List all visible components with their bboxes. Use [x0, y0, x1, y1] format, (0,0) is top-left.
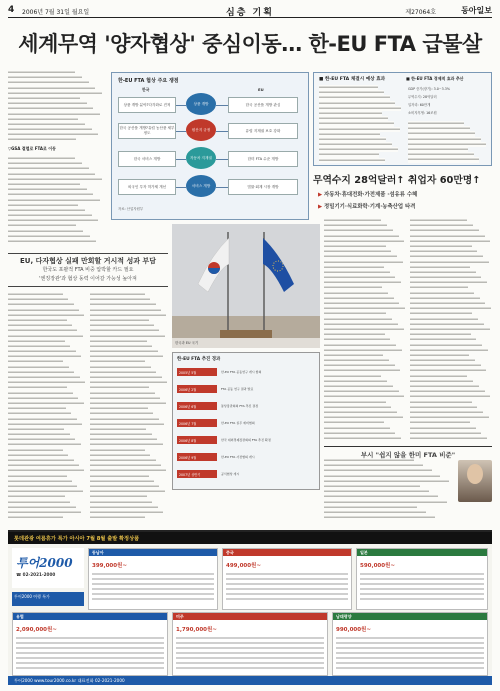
- timeline-date: 2006년 9월: [177, 453, 217, 461]
- diagram-node: 상품 개방 분야?다각화로 진척: [118, 97, 176, 113]
- ad-cell-price: 590,000원~: [360, 563, 395, 569]
- ad-cell-text: [226, 593, 348, 595]
- timeline-desc: 한-EU FTA 사전협의 개시: [221, 455, 255, 459]
- travel-advertisement: [8, 530, 492, 685]
- ad-cell[interactable]: [356, 548, 488, 610]
- timeline-row: [177, 452, 317, 463]
- ad-cell-text: [16, 657, 164, 659]
- article-column-6: [410, 218, 492, 442]
- timeline-desc: 한국 대외경제장관회의 FTA 추진 확정: [221, 438, 271, 442]
- timeline-date: 2006년 8월: [177, 436, 217, 444]
- effects-box: [313, 72, 492, 166]
- timeline-box: [172, 352, 320, 490]
- ad-cell-price: 2,090,000원~: [16, 627, 57, 633]
- ad-cell-text: [16, 637, 164, 639]
- ad-cell-title: 일본: [357, 549, 487, 556]
- diagram-node: 한국 공산품 개방 관심: [228, 97, 298, 113]
- ad-cell-text: [336, 662, 484, 664]
- ad-cell-text: [176, 642, 324, 644]
- ad-cell-text: [16, 662, 164, 664]
- diagram-title: 한-EU FTA 협상 주요 쟁점: [118, 78, 179, 84]
- ad-cell-text: [336, 667, 484, 669]
- ad-cell-price: 990,000원~: [336, 627, 371, 633]
- effects-stat: 소비자후생: 16조원: [408, 111, 437, 115]
- portrait-face: [467, 464, 483, 484]
- effects-stat: 무역수지: 28억달러: [408, 95, 437, 99]
- right-deck-1-text: 자동차·휴대전화·가전제품 ·섬유류 수혜: [324, 192, 418, 198]
- ad-cell-text: [336, 642, 484, 644]
- ad-cell-title: 미주: [173, 613, 327, 620]
- diagram-node: 유럽 지재권 보호 강화: [228, 123, 298, 139]
- ad-cell-text: [360, 598, 484, 600]
- right-deck-2: ▶ 정밀기기·식료화학·기계·농축산업 타격: [318, 204, 416, 210]
- ad-brand-name: 투어2000: [16, 556, 73, 570]
- ad-cell-text: [16, 647, 164, 649]
- ad-cell[interactable]: [222, 548, 352, 610]
- timeline-desc: 통상장관회의 FTA 추진 결정: [221, 404, 259, 408]
- text-line: [410, 436, 487, 441]
- ad-cell-text: [16, 667, 164, 669]
- article-column-4: [90, 292, 168, 524]
- ad-cell-text: [336, 647, 484, 649]
- newspaper-logo: 동아일보: [461, 5, 492, 15]
- ad-cell[interactable]: [332, 612, 488, 676]
- diagram-node: 한국 서비스 개방: [118, 151, 176, 167]
- ad-cell-text: [92, 598, 214, 600]
- timeline-desc: FTA 공동 연구 결과 발표: [221, 387, 254, 391]
- diagram-node: 자동차 지재권: [186, 147, 216, 169]
- ad-cell-price: 499,000원~: [226, 563, 261, 569]
- timeline-desc: 한-EU FTA 공동연구 개시 합의: [221, 370, 262, 374]
- text-line: [8, 515, 63, 520]
- connector-line: [176, 187, 186, 188]
- article-column-1: [8, 70, 104, 144]
- ad-cell-title: 중국: [223, 549, 351, 556]
- ad-cell-text: [92, 583, 214, 585]
- ad-footer: 투어2000 www.tour2000.co.kr 대표전화 02-2021-2000: [8, 676, 492, 685]
- effects-stat: 일자리: 60만개: [408, 103, 431, 107]
- ad-cell-text: [176, 652, 324, 654]
- timeline-row: [177, 384, 317, 395]
- text-line: [8, 137, 76, 142]
- diagram-node: 한국 공산품 개방?유럽 농산품 세부 정도: [118, 123, 176, 139]
- opinion-box: [324, 446, 492, 526]
- effects-box-title-2: ■ 한-EU FTA 경제적 효과 추산: [406, 76, 464, 81]
- center-deck-line-1: EU, 다자협상 실패 만회할 거시적 성과 부담: [20, 257, 156, 265]
- ad-cell-text: [226, 578, 348, 580]
- timeline-row: [177, 401, 317, 412]
- timeline-row: [177, 418, 317, 429]
- right-deck-1: ▶ 자동차·휴대전화·가전제품 ·섬유류 수혜: [318, 192, 418, 198]
- ad-cell-text: [92, 578, 214, 580]
- connector-line: [176, 159, 186, 160]
- ad-cell[interactable]: [12, 612, 168, 676]
- center-deck-line-2: 한국도 포괄적 FTA 비중 압박할 카드 필요: [42, 267, 134, 273]
- ad-cell-text: [360, 593, 484, 595]
- diagram-node: 서비스 개방: [186, 175, 216, 197]
- ad-cell-text: [336, 657, 484, 659]
- text-line: [90, 515, 145, 520]
- timeline-desc: 공식협상 개시: [221, 472, 240, 476]
- ad-cell-title: 동남아: [89, 549, 217, 556]
- ad-phone: ☎ 02-2021-2000: [16, 572, 56, 577]
- ad-cell-text: [226, 588, 348, 590]
- running-head: [8, 4, 492, 18]
- timeline-desc: 한-EU FTA 실무 예비협의: [221, 421, 255, 425]
- flags-illustration: [172, 224, 320, 348]
- center-deck: [8, 253, 168, 287]
- text-line: [319, 158, 385, 163]
- ad-cell-text: [360, 573, 484, 575]
- right-deck-2-text: 정밀기기·식료화학·기계·농축산업 타격: [324, 204, 416, 210]
- connector-line: [216, 105, 228, 106]
- connector-line: [176, 105, 186, 106]
- ad-cell-text: [176, 662, 324, 664]
- section-title: 심층 기획: [226, 8, 274, 18]
- timeline-date: 2006년 7월: [177, 419, 217, 427]
- diagram-left-label: 한국: [142, 87, 150, 92]
- ad-cell-text: [360, 588, 484, 590]
- connector-line: [216, 159, 228, 160]
- timeline-row: [177, 469, 317, 480]
- diagram-node: 한미 FTA 수준 개방: [228, 151, 298, 167]
- ad-cell-text: [16, 652, 164, 654]
- ad-cell-text: [360, 578, 484, 580]
- ad-cell[interactable]: [172, 612, 328, 676]
- diagram-source: 자료: 산업자원부: [118, 207, 144, 211]
- text-line: [408, 157, 479, 162]
- ad-cell-text: [176, 647, 324, 649]
- ad-cell-text: [226, 573, 348, 575]
- timeline-date: 2005년 5월: [177, 368, 217, 376]
- ad-cell-text: [92, 593, 214, 595]
- timeline-row: [177, 435, 317, 446]
- text-line: [8, 239, 96, 244]
- connector-line: [216, 131, 228, 132]
- timeline-date: 2006년 2월: [177, 385, 217, 393]
- timeline-date: 2006년 6월: [177, 402, 217, 410]
- issue-number: 제27064호: [405, 9, 436, 16]
- article-column-5: [324, 218, 406, 442]
- page-headline: 세계무역 '양자협상' 중심이동… 한-EU FTA 급물살: [18, 32, 482, 56]
- timeline-row: [177, 367, 317, 378]
- ad-cell-text: [176, 637, 324, 639]
- ad-cell-text: [176, 657, 324, 659]
- ad-brand-block: [12, 548, 84, 588]
- ad-cell-text: [226, 598, 348, 600]
- ad-banner: 롯데관광 여름휴가 특가 아시아 7월 8월 출발 확정상품: [8, 532, 492, 544]
- article-column-2: [8, 156, 104, 248]
- ad-cell-text: [16, 642, 164, 644]
- ad-brand-sub: 투어2000 여행 특가: [12, 592, 84, 606]
- flags-photo: [172, 224, 320, 348]
- effects-box-text: [319, 85, 403, 163]
- ad-cell-title: 남태평양: [333, 613, 487, 620]
- ad-cell-text: [226, 583, 348, 585]
- connector-line: [216, 187, 228, 188]
- ad-cell-text: [336, 637, 484, 639]
- ad-cell-text: [92, 588, 214, 590]
- diagram-right-label: EU: [258, 87, 264, 92]
- article-subhead: ▽GSA 결렬로 FTA로 이동: [8, 146, 56, 151]
- photo-caption: 한국과 EU 국기: [172, 338, 320, 348]
- effects-box-notes: [408, 121, 488, 163]
- effects-box-title: ■ 한-EU FTA 체결시 예상 효과: [319, 77, 386, 82]
- diagram-node: 법률·회계 시장 개방: [228, 179, 298, 195]
- diagram-node: 원산지 규정: [186, 119, 216, 141]
- article-column-3: [8, 292, 86, 524]
- issue-date: 2006년 7월 31일 월요일: [22, 9, 90, 16]
- columnist-portrait: [458, 460, 492, 502]
- right-headline: 무역수지 28억달러↑ 취업자 60만명↑: [313, 175, 481, 186]
- ad-cell-text: [176, 667, 324, 669]
- ad-cell-price: 399,000원~: [92, 563, 127, 569]
- timeline-title: 한-EU FTA 추진 경과: [177, 357, 221, 362]
- diagram-node: 외국인 투자 허가제 개선: [118, 179, 176, 195]
- ad-cell-text: [336, 652, 484, 654]
- connector-line: [176, 131, 186, 132]
- opinion-heading: 부시 "쉽지 않을 한미 FTA 비준": [360, 451, 456, 459]
- text-line: [324, 436, 401, 441]
- ad-cell-title: 유럽: [13, 613, 167, 620]
- timeline-date: 2007년 상반기: [177, 470, 217, 478]
- ad-cell-text: [360, 583, 484, 585]
- issue-diagram: [111, 72, 309, 220]
- page-number: 4: [8, 5, 15, 15]
- ad-cell-text: [92, 573, 214, 575]
- ad-cell-price: 1,790,000원~: [176, 627, 217, 633]
- center-deck-line-3: '엔징장관'과 협상 동력 이어갈 가능성 높아져: [39, 276, 137, 282]
- ad-cell[interactable]: [88, 548, 218, 610]
- diagram-node: 상품 개방: [186, 93, 216, 115]
- effects-stat: GDP 증가(장기): 3.0~3.3%: [408, 87, 450, 91]
